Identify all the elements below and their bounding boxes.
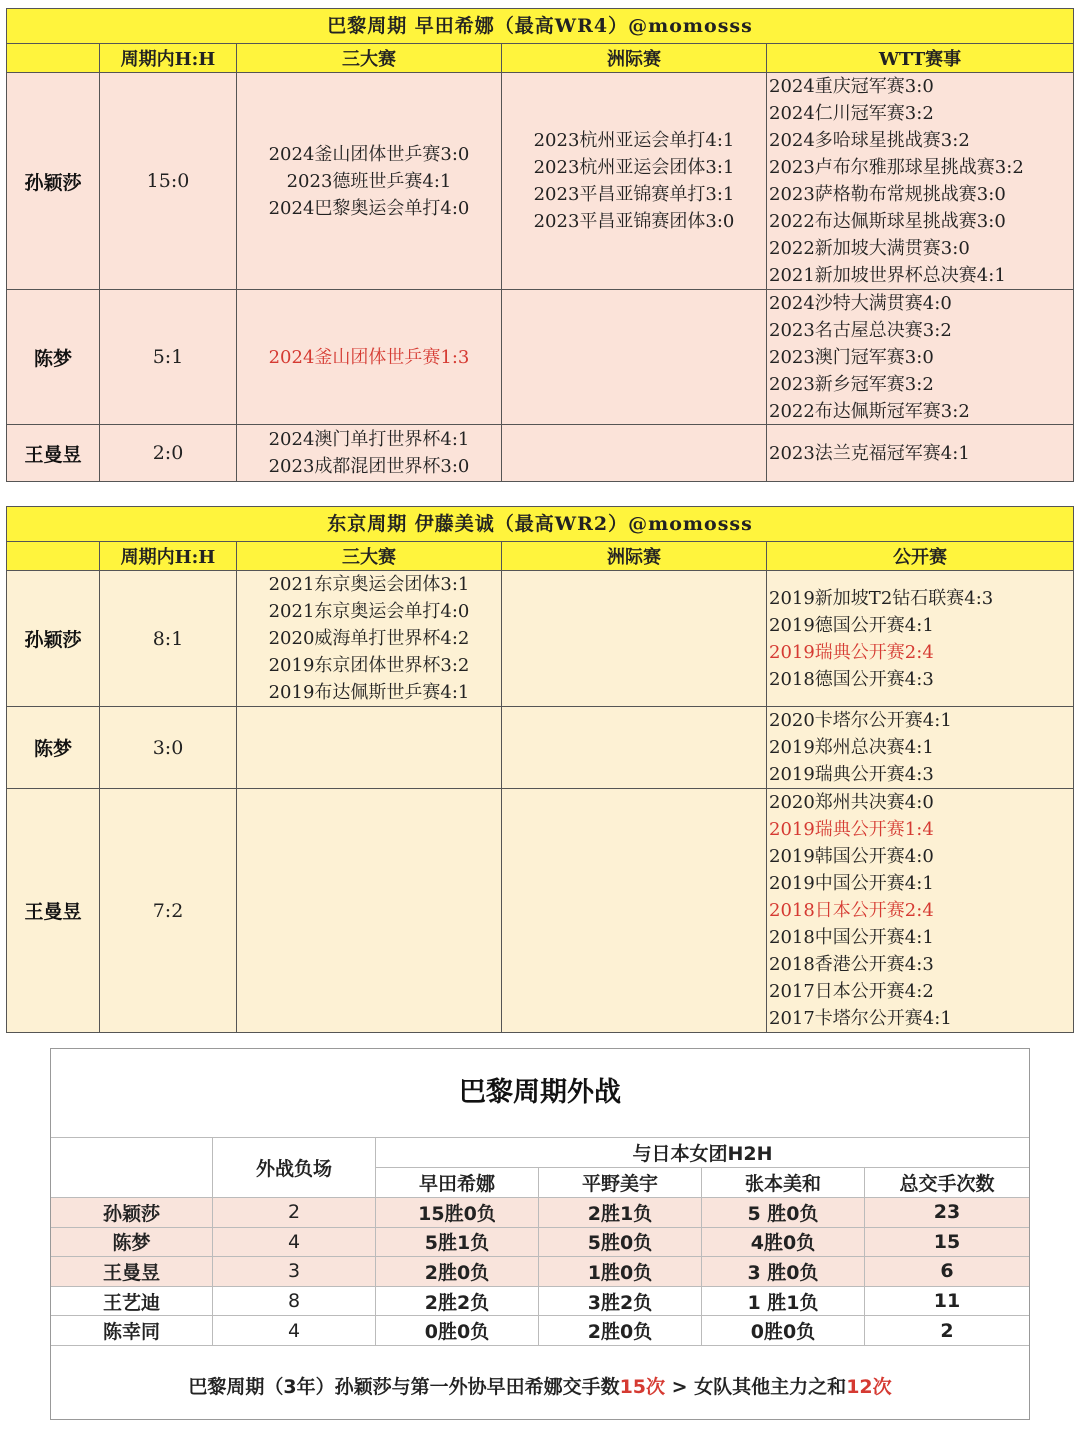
h2h-score: 5:1 — [100, 290, 237, 424]
match-result: 2024澳门单打世界杯4:1 — [268, 429, 470, 450]
match-result: 2023杭州亚运会单打4:1 — [533, 130, 735, 151]
total-matches: 15 — [865, 1228, 1029, 1258]
away-losses: 8 — [213, 1287, 376, 1317]
header-h2h: 周期内H:H — [100, 44, 237, 72]
big3-results — [237, 789, 502, 1032]
match-result: 2020卡塔尔公开赛4:1 — [769, 710, 952, 731]
player-name: 王曼昱 — [51, 1257, 213, 1287]
away-losses: 4 — [213, 1228, 376, 1258]
match-result: 2024巴黎奥运会单打4:0 — [268, 197, 470, 219]
continental-results — [502, 789, 767, 1032]
match-result: 2023杭州亚运会团体3:1 — [533, 157, 735, 178]
tour-results — [767, 73, 1073, 289]
match-result: 2019德国公开赛4:1 — [769, 614, 934, 636]
header-total: 总交手次数 — [865, 1168, 1029, 1198]
continental-results — [502, 290, 767, 424]
total-matches: 6 — [865, 1257, 1029, 1287]
header-big3: 三大赛 — [237, 542, 502, 570]
away-losses: 2 — [213, 1198, 376, 1228]
big3-results — [237, 73, 502, 289]
vs-hirano: 5胜0负 — [539, 1228, 702, 1258]
match-result: 2021东京奥运会团体3:1 — [268, 574, 470, 595]
away-losses: 3 — [213, 1257, 376, 1287]
continental-results — [502, 707, 767, 788]
table-row — [7, 707, 1073, 789]
vs-harimoto: 5 胜0负 — [702, 1198, 865, 1228]
match-result: 2017日本公开赛4:2 — [769, 981, 934, 1002]
vs-hirano: 3胜2负 — [539, 1287, 702, 1317]
match-result: 2019东京团体世界杯3:2 — [268, 655, 470, 676]
player-name: 陈梦 — [7, 290, 100, 424]
player-name: 王艺迪 — [51, 1287, 213, 1317]
match-result: 2024沙特大满贯赛4:0 — [769, 292, 952, 314]
vs-hayata: 0胜0负 — [376, 1316, 539, 1346]
table-row — [7, 425, 1073, 482]
match-result: 2023平昌亚锦赛单打3:1 — [533, 184, 735, 205]
tour-results — [767, 789, 1073, 1032]
match-result: 2023平昌亚锦赛团体3:0 — [533, 211, 735, 232]
vs-harimoto: 0胜0负 — [702, 1316, 865, 1346]
big3-results — [237, 707, 502, 788]
h2h-score: 8:1 — [100, 571, 237, 706]
match-result: 2021新加坡世界杯总决赛4:1 — [769, 265, 1006, 286]
vs-harimoto: 4胜0负 — [702, 1228, 865, 1258]
header-big3: 三大赛 — [237, 44, 502, 72]
paris-table-title: 巴黎周期 早田希娜（最高WR4）@momosss — [7, 8, 1073, 44]
table-row — [7, 73, 1073, 290]
total-matches: 23 — [865, 1198, 1029, 1228]
vs-harimoto: 1 胜1负 — [702, 1287, 865, 1317]
match-result: 2019中国公开赛4:1 — [769, 873, 934, 894]
match-result: 2023成都混团世界杯3:0 — [268, 456, 470, 477]
summary-footer: 巴黎周期（3年）孙颖莎与第一外协早田希娜交手数15次 > 女队其他主力之和12次 — [188, 1375, 892, 1398]
big3-results — [237, 290, 502, 424]
paris-external-summary — [50, 1048, 1030, 1420]
match-result: 2019韩国公开赛4:0 — [769, 846, 934, 867]
match-result: 2023澳门冠军赛3:0 — [769, 346, 934, 368]
header-continental: 洲际赛 — [502, 44, 767, 72]
match-result: 2022新加坡大满贯赛3:0 — [769, 238, 970, 259]
match-result: 2018中国公开赛4:1 — [769, 927, 934, 948]
match-result: 2019瑞典公开赛4:3 — [769, 764, 934, 785]
match-result: 2018香港公开赛4:3 — [769, 954, 934, 975]
match-result: 2024釜山团体世乒赛1:3 — [268, 346, 470, 368]
tour-results — [767, 571, 1073, 706]
match-result: 2019瑞典公开赛1:4 — [769, 819, 934, 840]
tokyo-table-title: 东京周期 伊藤美诚（最高WR2）@momosss — [7, 506, 1073, 542]
player-name: 陈梦 — [7, 707, 100, 788]
vs-hirano: 1胜0负 — [539, 1257, 702, 1287]
summary-grid — [51, 1138, 1029, 1198]
header-continental: 洲际赛 — [502, 542, 767, 570]
header-open: 公开赛 — [893, 547, 947, 568]
match-result: 2018日本公开赛2:4 — [769, 900, 934, 921]
match-result: 2020郑州共决赛4:0 — [769, 792, 934, 813]
paris-header-row — [7, 44, 1073, 73]
match-result: 2018德国公开赛4:3 — [769, 668, 934, 690]
player-name: 孙颖莎 — [51, 1198, 213, 1228]
table-row — [7, 571, 1073, 707]
match-result: 2022布达佩斯冠军赛3:2 — [769, 400, 970, 422]
header-hayata: 早田希娜 — [376, 1168, 539, 1198]
match-result: 2023德班世乒赛4:1 — [286, 170, 452, 192]
continental-results — [502, 571, 767, 706]
vs-harimoto: 3 胜0负 — [702, 1257, 865, 1287]
match-result: 2019瑞典公开赛2:4 — [769, 641, 934, 663]
player-name: 孙颖莎 — [7, 73, 100, 289]
match-result: 2017卡塔尔公开赛4:1 — [769, 1008, 952, 1029]
h2h-score: 2:0 — [100, 425, 237, 481]
match-result: 2024多哈球星挑战赛3:2 — [769, 130, 970, 151]
vs-hayata: 2胜2负 — [376, 1287, 539, 1317]
header-harimoto: 张本美和 — [702, 1168, 865, 1198]
tour-results — [767, 425, 1073, 481]
match-result: 2019布达佩斯世乒赛4:1 — [268, 682, 470, 703]
match-result: 2022布达佩斯球星挑战赛3:0 — [769, 211, 1006, 232]
match-result: 2023卢布尔雅那球星挑战赛3:2 — [769, 157, 1024, 178]
away-losses: 4 — [213, 1316, 376, 1346]
match-result: 2023新乡冠军赛3:2 — [769, 373, 934, 395]
h2h-score: 7:2 — [100, 789, 237, 1032]
vs-hirano: 2胜0负 — [539, 1316, 702, 1346]
tour-results — [767, 290, 1073, 424]
tour-results — [767, 707, 1073, 788]
player-name: 孙颖莎 — [7, 571, 100, 706]
header-away-losses: 外战负场 — [213, 1138, 376, 1198]
summary-title: 巴黎周期外战 — [51, 1049, 1029, 1138]
table-row — [7, 290, 1073, 425]
h2h-score: 3:0 — [100, 707, 237, 788]
table-row — [7, 789, 1073, 1033]
tokyo-cycle-table — [6, 506, 1074, 1033]
match-result: 2023法兰克福冠军赛4:1 — [769, 442, 970, 464]
match-result: 2019郑州总决赛4:1 — [769, 737, 934, 758]
continental-results — [502, 425, 767, 481]
match-result: 2024仁川冠军赛3:2 — [769, 103, 934, 124]
player-name: 王曼昱 — [7, 425, 100, 481]
match-result: 2024重庆冠军赛3:0 — [769, 76, 934, 97]
vs-hayata: 15胜0负 — [376, 1198, 539, 1228]
player-name: 王曼昱 — [7, 789, 100, 1032]
header-wtt: WTT赛事 — [878, 49, 962, 70]
match-result: 2023萨格勒布常规挑战赛3:0 — [769, 184, 1006, 205]
continental-results — [502, 73, 767, 289]
total-matches: 11 — [865, 1287, 1029, 1317]
vs-hayata: 5胜1负 — [376, 1228, 539, 1258]
header-hirano: 平野美宇 — [539, 1168, 702, 1198]
summary-rows — [51, 1198, 1029, 1346]
player-name: 陈梦 — [51, 1228, 213, 1258]
match-result: 2023名古屋总决赛3:2 — [769, 319, 952, 341]
match-result: 2021东京奥运会单打4:0 — [268, 601, 470, 622]
vs-hayata: 2胜0负 — [376, 1257, 539, 1287]
match-result: 2019新加坡T2钻石联赛4:3 — [769, 587, 994, 609]
header-japan-h2h: 与日本女团H2H — [376, 1138, 1029, 1168]
big3-results — [237, 425, 502, 481]
h2h-score: 15:0 — [100, 73, 237, 289]
header-h2h: 周期内H:H — [100, 542, 237, 570]
big3-results — [237, 571, 502, 706]
player-name: 陈幸同 — [51, 1316, 213, 1346]
match-result: 2024釜山团体世乒赛3:0 — [268, 143, 470, 165]
vs-hirano: 2胜1负 — [539, 1198, 702, 1228]
paris-cycle-table — [6, 8, 1074, 482]
total-matches: 2 — [865, 1316, 1029, 1346]
match-result: 2020威海单打世界杯4:2 — [268, 628, 470, 649]
tokyo-header-row — [7, 542, 1073, 571]
